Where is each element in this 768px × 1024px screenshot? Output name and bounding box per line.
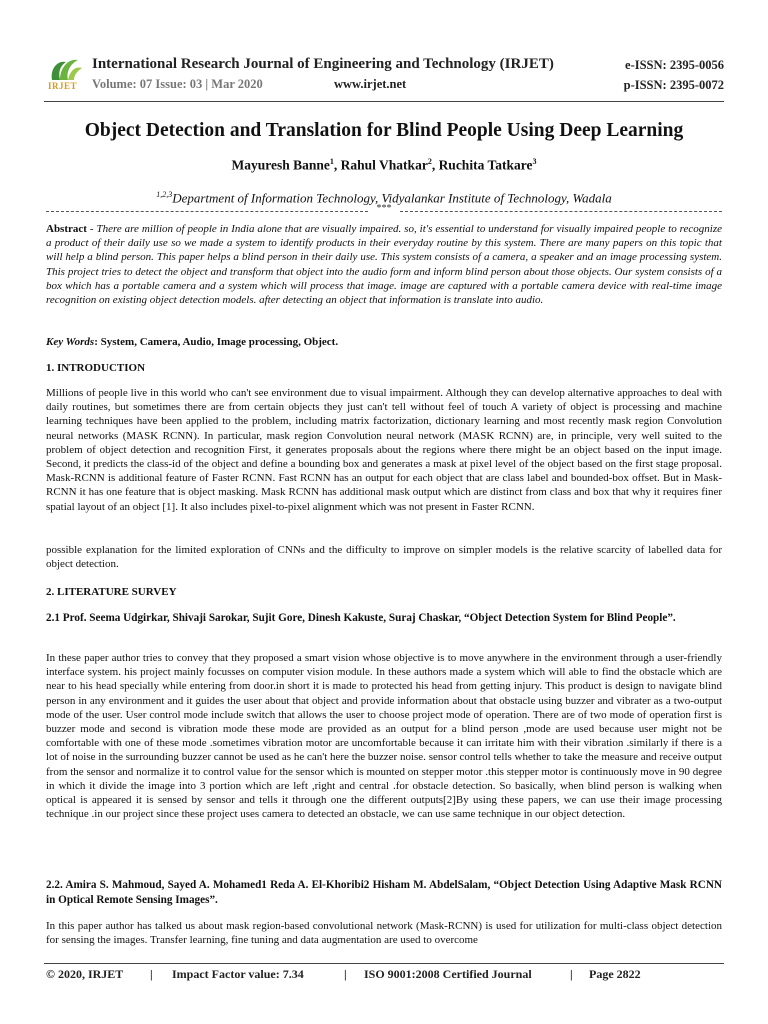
- survey-paragraph-2: In this paper author has talked us about mask region-based convolutional network (Mask-RCNN) is used for utilization for multi-class object detection for sensing the images. Transfer learning, fine tuning and data augmentation are used to overcome: [46, 920, 722, 947]
- header-rule: [44, 101, 724, 102]
- paper-title: Object Detection and Translation for Blind People Using Deep Learning: [84, 120, 684, 141]
- abstract-label: Abstract: [46, 223, 87, 235]
- author-sup: 3: [532, 157, 537, 166]
- volume-info: Volume: 07 Issue: 03 | Mar 2020: [92, 77, 263, 91]
- footer-page-number: Page 2822: [589, 967, 641, 981]
- author-sup: 1: [329, 157, 334, 166]
- footer-impact-factor: Impact Factor value: 7.34: [172, 967, 304, 981]
- footer-separator: |: [150, 967, 153, 981]
- keywords-label: Key Words: [46, 336, 95, 348]
- author-name: Mayuresh Banne: [231, 157, 330, 173]
- author-list: Mayuresh Banne$^1$, Rahul Vhatkar$^2$, Ruchita Tatkare$^3$: [231, 157, 537, 173]
- intro-paragraph-2: possible explanation for the limited exploration of CNNs and the difficulty to improve on simpler models is the relative scarcity of labelled data for object detection.: [46, 544, 722, 571]
- footer-iso: ISO 9001:2008 Certified Journal: [364, 967, 532, 981]
- journal-name: International Research Journal of Engineering and Technology (IRJET): [92, 56, 554, 72]
- author-sup: 2: [427, 157, 432, 166]
- separator-stars: ***: [376, 203, 392, 214]
- p-issn: p-ISSN: 2395-0072: [623, 78, 724, 92]
- author-name: Rahul Vhatkar: [340, 157, 428, 173]
- keywords-text: : System, Camera, Audio, Image processing, Object.: [94, 336, 339, 348]
- survey-paragraph-1: In these paper author tries to convey that they proposed a smart vision whose objective is to move anywhere in the environment through a user-friendly interface system. his project mainly focusses on computer vision module. In these authors made a system which will able to find the obstacle which are near to his head specially while entering from door.in short it is made to protected his head from getting injury. This product is design to navigate blind person in any environment and it guides the user about that object and provide information about that obstacle using buzzer and vibrater as a two-output mode of the user. User control mode include switch that allows the user to choose project mode of operation. There are of two mode of operation first is buzzer mode and second is vibration mode these mode are provided as an output for a blind person ,mode are used because user might not be comfortable with one of these mode .sometimes vibration motor are uncomfortable because it can irritate him with their vibration .similarly if there is a lot of noise in the surrounding buzzer cannot be used as he can't here the buzzer noise. sensor control tells whether to take the measure and receive output from the sensor and normalize it to control value for the sensor which is mounted on stepper motor .this stepper motor is continuously move in 90 degree in which it divide the image into 3 portion which are left ,right and central .for obstacle detection. So basically, when blind person is walking when optical is appeared it is sensed by sensor and tells it through one the different outputs[2]By using these papers, we can use their image processing technique .in our project since these project uses camera to detected an obstacle, we can use same technique in our object detection.: [46, 652, 722, 821]
- survey-subheading-2: 2.2. Amira S. Mahmoud, Sayed A. Mohamed1 Reda A. El-Khoribi2 Hisham M. AbdelSalam, “Object Detection Using Adaptive Mask RCNN in Optical Remote Sensing Images”.: [46, 879, 722, 906]
- e-issn: e-ISSN: 2395-0056: [625, 58, 724, 72]
- abstract-text: - There are million of people in India alone that are visually impaired. so, it's essential to understand for visually impaired people to recognize a product of their daily use so we made a system to identify products in their everyday routine by this system. There are many papers on this topic that will help a blind person. This paper helps a blind person in their daily use. This system consists of a camera, a speaker and an image processing system. This project tries to detect the object and transform that object into the audio form and inform blind person about those objects. Our system consists of a box which has a portable camera and a system which will process that image. image are captured with a portable camera device with real-time image recognition on existing object detection models. after detecting an object that information is translate into audio.: [46, 223, 722, 307]
- footer-separator: |: [570, 967, 573, 981]
- literature-heading: 2. LITERATURE SURVEY: [46, 586, 177, 598]
- footer-rule: [44, 963, 724, 964]
- masthead: [44, 52, 724, 96]
- affiliation-text: Department of Information Technology, Vidyalankar Institute of Technology, Wadala: [172, 190, 612, 206]
- footer-copyright: © 2020, IRJET: [46, 967, 124, 981]
- logo-text: IRJET: [48, 81, 78, 91]
- journal-website[interactable]: www.irjet.net: [334, 77, 407, 91]
- section-separator: [46, 204, 722, 216]
- affiliation-sup: 1,2,3: [156, 190, 173, 199]
- intro-paragraph: Millions of people live in this world who can't see environment due to visual impairment. Although they can develop alternative approaches to deal with daily routines, but sometimes there are from certain objects they just can't tell without feel of touch A variety of object is processing and machine learning techniques have been applied to the problem, including matrix factorization, dictionary learning and most recently mask region Convolution neural networks (MASK RCNN). In particular, mask region Convolution neural network (MASK RCNN) are, in principle, very well suited to the problem of object detection and recognition First, it generates proposals about the regions where there might be an object based on the input image. Second, it predicts the class-id of the object and define a bounding box and generates a mask at pixel level of the object based on the first stage proposal. Mask-RCNN is additional feature of Faster RCNN. Fast RCNN has an output for each object that are class label and bounded-box offset. But in Mask-RCNN it has one feature that is object masking. Mask RCNN has additional mask output which are distinct from class and box that why it requires finer spatial layout of an object [1]. It also includes pixel-to-pixel alignment which was not present in Faster RCNN.: [46, 387, 722, 513]
- author-name: Ruchita Tatkare: [438, 157, 533, 173]
- abstract: [46, 222, 722, 307]
- intro-heading: 1. INTRODUCTION: [46, 362, 146, 374]
- keywords: [46, 335, 722, 349]
- footer-separator: |: [344, 967, 347, 981]
- survey-subheading-1: 2.1 Prof. Seema Udgirkar, Shivaji Sarokar, Sujit Gore, Dinesh Kakuste, Suraj Chaskar, “Object Detection System for Blind People”.: [46, 612, 676, 624]
